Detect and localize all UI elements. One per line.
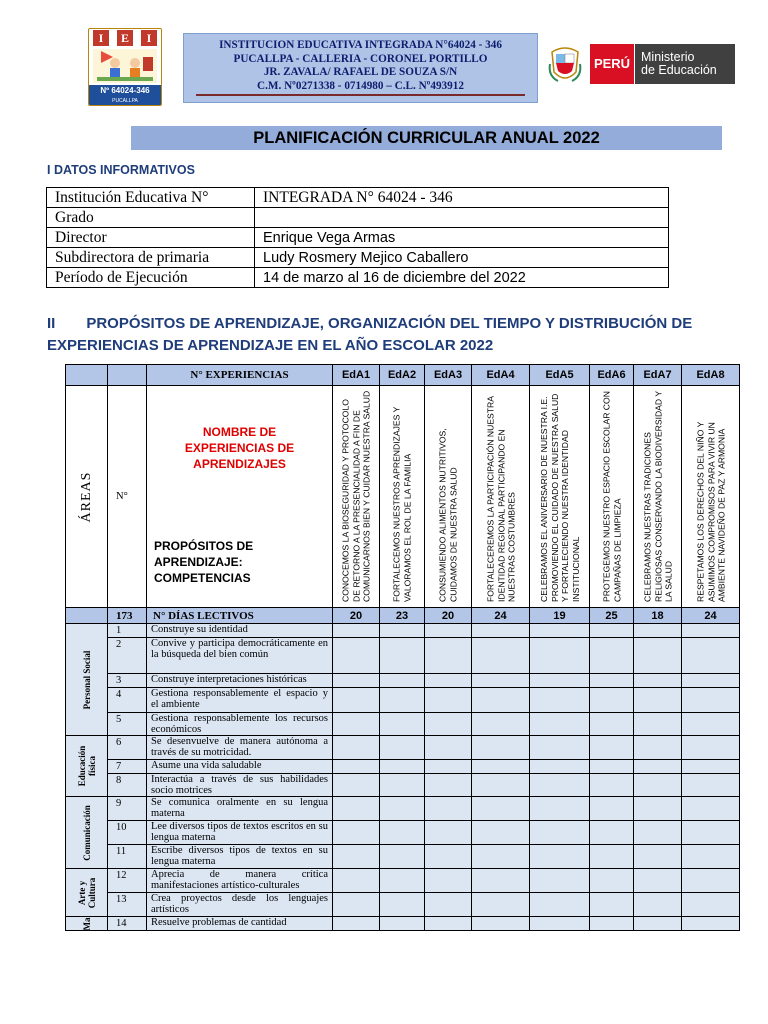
planning-cell[interactable] <box>472 893 530 917</box>
planning-cell[interactable] <box>425 869 472 893</box>
area-name: Personal Social <box>81 650 92 709</box>
logo-letter: I <box>93 30 109 46</box>
competency-text: Lee diversos tipos de textos escritos en su lengua materna <box>147 821 333 845</box>
planning-cell[interactable] <box>590 893 634 917</box>
planning-cell[interactable] <box>425 624 472 638</box>
eda-name-cell <box>590 386 634 608</box>
logo-letter: E <box>117 30 133 46</box>
planning-cell[interactable] <box>682 821 740 845</box>
planning-cell[interactable] <box>333 869 380 893</box>
competency-number: 2 <box>108 638 147 674</box>
eda-days: 24 <box>682 608 740 624</box>
planning-cell[interactable] <box>634 917 682 931</box>
planning-cell[interactable] <box>634 797 682 821</box>
competency-text: Se desenvuelve de manera autónoma a través de su motricidad. <box>147 736 333 760</box>
planning-cell[interactable] <box>530 713 590 736</box>
competency-number: 5 <box>108 713 147 736</box>
data-label: Director <box>47 228 255 248</box>
planning-cell[interactable] <box>634 845 682 869</box>
planning-cell[interactable] <box>425 713 472 736</box>
eda-days: 20 <box>425 608 472 624</box>
peru-coat-of-arms-icon <box>548 44 582 84</box>
competency-rows <box>66 624 740 931</box>
eda-name: CELEBRAMOS NUESTRAS TRADICIONES RELIGIOSAS CONSERVANDO LA BIODIVERSIDAD Y LA SALUD <box>641 391 673 602</box>
competency-number: 7 <box>108 760 147 774</box>
data-value: Ludy Rosmery Mejico Caballero <box>255 248 669 268</box>
table-row <box>47 268 669 288</box>
section-heading-datos: I DATOS INFORMATIVOS <box>47 163 195 177</box>
planning-cell[interactable] <box>682 845 740 869</box>
planning-cell[interactable] <box>472 774 530 797</box>
competency-text: Aprecia de manera crítica manifestaciones artístico-culturales <box>147 869 333 893</box>
competency-number: 6 <box>108 736 147 760</box>
planning-cell[interactable] <box>530 624 590 638</box>
table-row <box>66 688 740 713</box>
total-days: 173 <box>108 608 147 624</box>
planning-cell[interactable] <box>380 917 425 931</box>
planning-cell[interactable] <box>590 917 634 931</box>
table-row <box>47 188 669 208</box>
area-name: Ma <box>81 917 92 930</box>
table-row <box>66 760 740 774</box>
planning-cell[interactable] <box>472 869 530 893</box>
data-value: 14 de marzo al 16 de diciembre del 2022 <box>255 268 669 288</box>
section-heading-line: EXPERIENCIAS DE APRENDIZAJE EN EL AÑO ESCOLAR 2022 <box>47 337 494 354</box>
planning-cell[interactable] <box>590 797 634 821</box>
area-name: Educación física <box>76 745 97 787</box>
planning-cell[interactable] <box>634 674 682 688</box>
planning-cell[interactable] <box>472 624 530 638</box>
planning-cell[interactable] <box>472 674 530 688</box>
planning-cell[interactable] <box>590 624 634 638</box>
planning-cell[interactable] <box>380 821 425 845</box>
ministry-badge <box>635 44 735 84</box>
institution-line: C.M. Nº0271338 - 0714980 – C.L. Nº493912 <box>257 79 464 92</box>
area-name-cell <box>66 797 108 869</box>
planning-cell[interactable] <box>682 893 740 917</box>
table-row <box>66 797 740 821</box>
eda-name: CONOCEMOS LA BIOSEGURIDAD Y PROTOCOLO DE RETORNO A LA PRESENCIALIDAD A FIN DE COMUNICARNOS BIEN Y CUIDAR NUESTRA SALUD <box>340 390 372 602</box>
purposes-label: PROPÓSITOS DE APRENDIZAJE: COMPETENCIAS <box>154 539 254 585</box>
competency-text: Se comunica oralmente en su lengua materna <box>147 797 333 821</box>
planning-cell[interactable] <box>380 624 425 638</box>
table-row <box>66 845 740 869</box>
planning-cell[interactable] <box>634 638 682 674</box>
planning-cell[interactable] <box>425 845 472 869</box>
planning-cell[interactable] <box>590 774 634 797</box>
data-value <box>255 208 669 228</box>
competency-text: Convive y participa democráticamente en la búsqueda del bien común <box>147 638 333 674</box>
planning-cell[interactable] <box>530 917 590 931</box>
eda-name-cell <box>634 386 682 608</box>
table-row <box>66 365 740 386</box>
planning-cell[interactable] <box>425 760 472 774</box>
area-name: Arte y Cultura <box>76 877 97 908</box>
competency-text: Gestiona responsablemente el espacio y el ambiente <box>147 688 333 713</box>
eda-name: FORTALECEREMOS LA PARTICIPACIÓN NUESTRA IDENTIDAD REGIONAL PARTICIPANDO EN NUESTRAS COSTUMBRES <box>484 396 516 602</box>
institution-line: JR. ZAVALA/ RAFAEL DE SOUZA S/N <box>263 66 458 78</box>
table-row <box>66 674 740 688</box>
experiences-count-header: N° EXPERIENCIAS <box>147 365 333 386</box>
data-label: Grado <box>47 208 255 228</box>
planning-cell[interactable] <box>425 688 472 713</box>
planning-cell[interactable] <box>530 674 590 688</box>
planning-cell[interactable] <box>333 760 380 774</box>
eda-name: FORTALECEMOS NUESTROS APRENDIZAJES Y VALORAMOS EL ROL DE LA FAMILIA <box>391 406 412 602</box>
eda-code: EdA1 <box>333 365 380 386</box>
planning-cell[interactable] <box>682 917 740 931</box>
eda-name: RESPETAMOS LOS DERECHOS DEL NIÑO Y ASUMIMOS COMPROMISOS PARA VIVIR UN AMBIENTE NAVIDEÑO DE PAZ Y ARMONIA <box>694 421 726 602</box>
competency-number: 13 <box>108 893 147 917</box>
section-heading-line: PROPÓSITOS DE APRENDIZAJE, ORGANIZACIÓN DEL TIEMPO Y DISTRIBUCIÓN DE <box>86 315 693 332</box>
planning-cell[interactable] <box>425 736 472 760</box>
planning-cell[interactable] <box>472 713 530 736</box>
planning-cell[interactable] <box>682 774 740 797</box>
competency-number: 1 <box>108 624 147 638</box>
eda-code: EdA6 <box>590 365 634 386</box>
planning-cell[interactable] <box>530 821 590 845</box>
experience-names-label: NOMBRE DE EXPERIENCIAS DE APRENDIZAJES <box>184 425 295 471</box>
eda-days: 24 <box>472 608 530 624</box>
peru-brand-badge: PERÚ <box>590 44 634 84</box>
logo-school-number: Nº 64024-346 <box>89 85 161 97</box>
eda-days: 25 <box>590 608 634 624</box>
competency-number: 9 <box>108 797 147 821</box>
planning-cell[interactable] <box>530 760 590 774</box>
planning-cell[interactable] <box>634 736 682 760</box>
area-name-cell <box>66 869 108 917</box>
institution-line: INSTITUCION EDUCATIVA INTEGRADA N°64024 - 346 <box>219 39 502 51</box>
logo-city: PUCALLPA <box>89 97 161 105</box>
school-days-label: N° DÍAS LECTIVOS <box>147 608 333 624</box>
planning-cell[interactable] <box>634 774 682 797</box>
eda-code: EdA8 <box>682 365 740 386</box>
area-name: Comunicación <box>81 804 92 861</box>
table-row <box>66 893 740 917</box>
planning-cell[interactable] <box>634 713 682 736</box>
planning-cell[interactable] <box>530 893 590 917</box>
planning-cell[interactable] <box>634 624 682 638</box>
competency-text: Resuelve problemas de cantidad <box>147 917 333 931</box>
planning-cell[interactable] <box>425 774 472 797</box>
ministry-line: de Educación <box>641 63 717 77</box>
planning-cell[interactable] <box>634 688 682 713</box>
institution-line: PUCALLPA - CALLERIA - CORONEL PORTILLO <box>233 52 488 65</box>
planning-cell[interactable] <box>333 917 380 931</box>
data-value: Enrique Vega Armas <box>255 228 669 248</box>
eda-days: 23 <box>380 608 425 624</box>
eda-days: 19 <box>530 608 590 624</box>
competency-number: 8 <box>108 774 147 797</box>
competency-text: Gestiona responsablemente los recursos económicos <box>147 713 333 736</box>
competency-text: Escribe diversos tipos de textos en su lengua materna <box>147 845 333 869</box>
children-illustration-icon <box>93 49 157 83</box>
planning-cell[interactable] <box>380 674 425 688</box>
planning-cell[interactable] <box>380 797 425 821</box>
eda-name: CELEBRAMOS EL ANIVERSARIO DE NUESTRA I.E. PROMOVIENDO EL CUIDADO DE NUESTRA SALUD Y FORTALECIENDO NUESTRA IDENTIDAD INSTITUCIONAL <box>538 393 580 602</box>
table-row <box>66 869 740 893</box>
planning-cell[interactable] <box>333 638 380 674</box>
competency-text: Crea proyectos desde los lenguajes artísticos <box>147 893 333 917</box>
table-row <box>66 624 740 638</box>
planning-cell[interactable] <box>682 674 740 688</box>
planning-cell[interactable] <box>425 674 472 688</box>
planning-cell[interactable] <box>425 797 472 821</box>
planning-cell[interactable] <box>425 917 472 931</box>
planning-cell[interactable] <box>333 893 380 917</box>
competency-text: Interactúa a través de sus habilidades socio motrices <box>147 774 333 797</box>
competency-number: 10 <box>108 821 147 845</box>
planning-cell[interactable] <box>590 845 634 869</box>
competency-text: Asume una vida saludable <box>147 760 333 774</box>
planning-cell[interactable] <box>682 760 740 774</box>
planning-cell[interactable] <box>333 821 380 845</box>
planning-cell[interactable] <box>634 760 682 774</box>
planning-cell[interactable] <box>472 845 530 869</box>
planning-cell[interactable] <box>682 797 740 821</box>
planning-cell[interactable] <box>530 845 590 869</box>
table-row <box>66 608 740 624</box>
section-number: II <box>47 315 56 332</box>
data-label: Período de Ejecución <box>47 268 255 288</box>
eda-name-cell <box>380 386 425 608</box>
table-row <box>66 821 740 845</box>
table-row <box>47 208 669 228</box>
planning-cell[interactable] <box>472 736 530 760</box>
competency-number: 4 <box>108 688 147 713</box>
area-name-cell <box>66 736 108 797</box>
table-row <box>47 228 669 248</box>
planning-cell[interactable] <box>634 821 682 845</box>
competency-text: Construye su identidad <box>147 624 333 638</box>
competency-text: Construye interpretaciones históricas <box>147 674 333 688</box>
eda-days: 18 <box>634 608 682 624</box>
planning-cell[interactable] <box>590 869 634 893</box>
table-row <box>66 386 740 608</box>
table-row <box>66 774 740 797</box>
planning-cell[interactable] <box>425 638 472 674</box>
planning-cell[interactable] <box>333 624 380 638</box>
eda-name-cell <box>333 386 380 608</box>
logo-letter: I <box>141 30 157 46</box>
eda-code: EdA5 <box>530 365 590 386</box>
planning-cell[interactable] <box>333 674 380 688</box>
planning-cell[interactable] <box>682 869 740 893</box>
planning-cell[interactable] <box>682 688 740 713</box>
planning-cell[interactable] <box>634 869 682 893</box>
planning-cell[interactable] <box>425 821 472 845</box>
planning-cell[interactable] <box>530 688 590 713</box>
planning-cell[interactable] <box>380 638 425 674</box>
planning-cell[interactable] <box>590 638 634 674</box>
competency-number: 12 <box>108 869 147 893</box>
data-value: INTEGRADA N° 64024 - 346 <box>255 188 669 208</box>
ministry-line: Ministerio <box>641 50 695 64</box>
planning-cell[interactable] <box>590 674 634 688</box>
planning-cell[interactable] <box>530 638 590 674</box>
competency-number: 11 <box>108 845 147 869</box>
area-name-cell <box>66 624 108 736</box>
eda-name: PROTEGEMOS NUESTRO ESPACIO ESCOLAR CON CAMPAÑAS DE LIMPIEZA <box>601 391 622 602</box>
eda-code: EdA3 <box>425 365 472 386</box>
planning-cell[interactable] <box>380 845 425 869</box>
eda-name-cell <box>472 386 530 608</box>
table-row <box>66 917 740 931</box>
planning-cell[interactable] <box>380 893 425 917</box>
planning-cell[interactable] <box>380 713 425 736</box>
planning-cell[interactable] <box>590 713 634 736</box>
planning-cell[interactable] <box>530 797 590 821</box>
planning-cell[interactable] <box>682 624 740 638</box>
planning-cell[interactable] <box>333 713 380 736</box>
institution-header-box <box>183 33 538 103</box>
table-row <box>66 713 740 736</box>
table-row <box>66 736 740 760</box>
planning-cell[interactable] <box>380 760 425 774</box>
competency-number: 3 <box>108 674 147 688</box>
eda-days: 20 <box>333 608 380 624</box>
planning-cell[interactable] <box>530 736 590 760</box>
planning-cell[interactable] <box>380 774 425 797</box>
informative-data-table <box>46 187 669 288</box>
planning-cell[interactable] <box>472 638 530 674</box>
planning-cell[interactable] <box>634 893 682 917</box>
planning-cell[interactable] <box>333 797 380 821</box>
experience-names-header <box>147 386 333 608</box>
planning-cell[interactable] <box>425 893 472 917</box>
planning-cell[interactable] <box>472 821 530 845</box>
section-heading-propositos <box>47 315 692 332</box>
curricular-planning-table <box>65 364 740 931</box>
planning-cell[interactable] <box>333 688 380 713</box>
table-row <box>47 248 669 268</box>
competency-number: 14 <box>108 917 147 931</box>
planning-cell[interactable] <box>380 869 425 893</box>
area-name-cell <box>66 917 108 931</box>
planning-cell[interactable] <box>380 736 425 760</box>
number-header: N° <box>108 386 147 608</box>
data-label: Institución Educativa N° <box>47 188 255 208</box>
planning-cell[interactable] <box>682 713 740 736</box>
table-row <box>66 638 740 674</box>
planning-cell[interactable] <box>530 774 590 797</box>
planning-cell[interactable] <box>472 797 530 821</box>
planning-cell[interactable] <box>333 845 380 869</box>
planning-cell[interactable] <box>472 760 530 774</box>
areas-label: ÁREAS <box>78 471 94 522</box>
planning-cell[interactable] <box>530 869 590 893</box>
planning-cell[interactable] <box>682 736 740 760</box>
document-title: PLANIFICACIÓN CURRICULAR ANUAL 2022 <box>131 126 722 150</box>
school-logo <box>88 28 162 106</box>
planning-cell[interactable] <box>472 688 530 713</box>
eda-code: EdA4 <box>472 365 530 386</box>
eda-name-cell <box>425 386 472 608</box>
eda-name: CONSUMIENDO ALIMENTOS NUTRITIVOS, CUIDAMOS DE NUESTRA SALUD <box>437 428 458 602</box>
planning-cell[interactable] <box>472 917 530 931</box>
planning-cell[interactable] <box>590 760 634 774</box>
header-underline <box>196 94 525 96</box>
planning-cell[interactable] <box>590 736 634 760</box>
data-label: Subdirectora de primaria <box>47 248 255 268</box>
planning-cell[interactable] <box>682 638 740 674</box>
planning-cell[interactable] <box>590 688 634 713</box>
eda-name-cell <box>530 386 590 608</box>
eda-name-cell <box>682 386 740 608</box>
logo-letters <box>89 29 161 47</box>
eda-code: EdA7 <box>634 365 682 386</box>
planning-cell[interactable] <box>590 821 634 845</box>
planning-cell[interactable] <box>380 688 425 713</box>
eda-code: EdA2 <box>380 365 425 386</box>
areas-header <box>66 386 108 608</box>
planning-cell[interactable] <box>333 774 380 797</box>
planning-cell[interactable] <box>333 736 380 760</box>
